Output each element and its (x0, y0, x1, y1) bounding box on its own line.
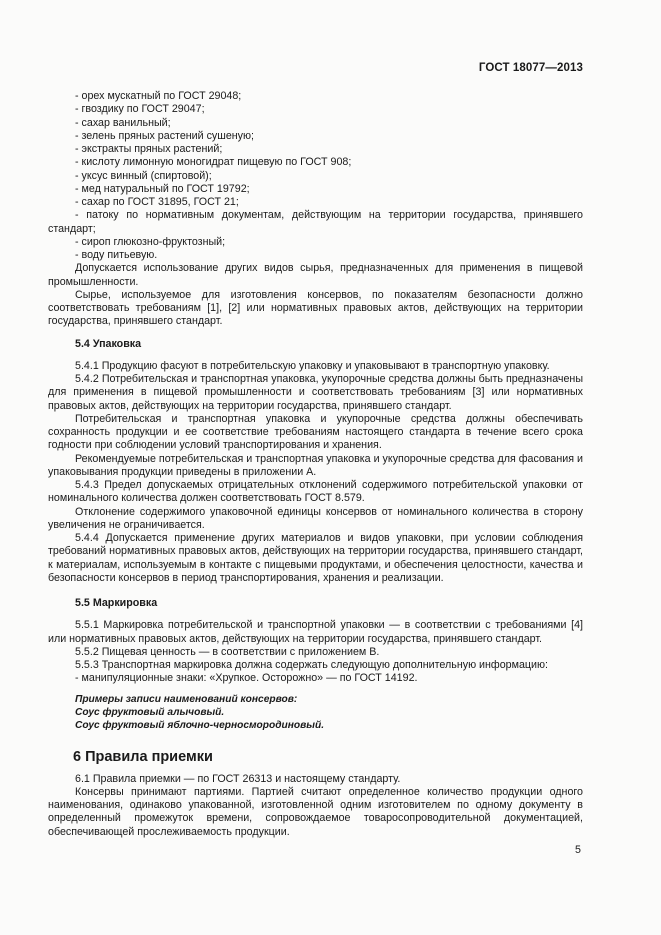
section-5-5 (48, 597, 583, 732)
paragraph-5-5-2: 5.5.2 Пищевая ценность — в соответствии с приложением В. (75, 645, 380, 658)
section-6-title: 6 Правила приемки (73, 749, 213, 766)
page-content (48, 90, 583, 839)
paragraph-5-4-2: 5.4.2 Потребительская и транспортная упаковка, укупорочные средства должны быть предназначены для применения в пищевой промышленности и соответствовать требованиям [3] или нормативных правовых актов, действующих на территории государства, принявшего стандарт. (48, 373, 583, 412)
paragraph-handling-marks: - манипуляционные знаки: «Хрупкое. Осторожно» — по ГОСТ 14192. (75, 672, 418, 685)
paragraph-5-5-3: 5.5.3 Транспортная маркировка должна содержать следующую дополнительную информацию: (75, 659, 548, 671)
list-item: - сахар по ГОСТ 31895, ГОСТ 21; (75, 196, 239, 208)
paragraph-5-4-1: 5.4.1 Продукцию фасуют в потребительскую упаковку и упаковывают в транспортную упаковку. (75, 359, 550, 372)
paragraph-5-5-1: 5.5.1 Маркировка потребительской и транспортной упаковки — в соответствии с требованиями [4] или нормативных правовых актов, действующих на территории государства, принявшего стандарт. (48, 619, 583, 645)
list-item: - уксус винный (спиртовой); (75, 169, 212, 182)
section-5-5-title: 5.5 Маркировка (75, 597, 158, 609)
example-item: Соус фруктовый алычовый. (75, 706, 225, 718)
paragraph-other-materials: Допускается использование других видов сырья, предназначенных для применения в пищевой промышленности. (48, 262, 583, 288)
list-item: - кислоту лимонную моногидрат пищевую по ГОСТ 908; (75, 156, 352, 169)
examples-heading: Примеры записи наименований консервов: (75, 693, 298, 705)
paragraph-5-4-4: 5.4.4 Допускается применение других материалов и видов упаковки, при условии соблюдения требований нормативных правовых актов, действующих на территории государства, принявшего стандарт, к материалам, используемым в контакте с пищевыми продуктами, и обеспечения целостности, качества и безопасности консервов в период транспортирования, хранения и реализации. (48, 532, 583, 584)
paragraph-deviation: Отклонение содержимого упаковочной единицы консервов от номинального количества в сторону увеличения не ограничивается. (48, 505, 583, 531)
paragraph-safety: Сырье, используемое для изготовления консервов, по показателям безопасности должно соответствовать требованиям [1], [2] или нормативных правовых актов, действующих на территории государства, принявшего стандарт. (48, 288, 583, 328)
paragraph-lots: Консервы принимают партиями. Партией считают определенное количество продукции одного наименования, одинаково упакованной, изготовленной одним изготовителем по одному документу в определенный промежуток времени, сопровождаемое товаросопроводительной документацией, обеспечивающей прослеживаемость продукции. (48, 785, 583, 838)
page-number: 5 (575, 844, 581, 856)
list-item: - орех мускатный по ГОСТ 29048; (75, 90, 242, 102)
paragraph-5-4-3: 5.4.3 Предел допускаемых отрицательных отклонений содержимого потребительской упаковки от номинального количества должен соответствовать ГОСТ 8.579. (48, 479, 583, 505)
list-item: - мед натуральный по ГОСТ 19792; (75, 182, 250, 195)
naming-examples (75, 693, 583, 733)
list-item: - воду питьевую. (75, 249, 158, 261)
list-item: - зелень пряных растений сушеную; (75, 129, 255, 142)
example-item: Соус фруктовый яблочно-черносмородиновый. (75, 720, 325, 732)
paragraph-packaging-preservation: Потребительская и транспортная упаковка и укупорочные средства должны обеспечивать сохранность продукции и ее соответствие требованиям настоящего стандарта в течение всего срока годности при соблюдении условий транспортирования и хранения. (48, 412, 583, 452)
paragraph-recommended-packaging: Рекомендуемые потребительская и транспортная упаковка и укупорочные средства для фасования и упаковывания продукции приведены в приложении А. (48, 452, 583, 478)
list-item: - сироп глюкозно-фруктозный; (75, 235, 226, 248)
list-item: - сахар ванильный; (75, 116, 171, 129)
list-item-patoka: - патоку по нормативным документам, действующим на территории государства, принявшего стандарт; (48, 209, 583, 235)
ingredients-list (48, 90, 583, 329)
list-item: - экстракты пряных растений; (75, 143, 223, 155)
paragraph-6-1: 6.1 Правила приемки — по ГОСТ 26313 и настоящему стандарту. (75, 772, 401, 785)
section-6 (48, 749, 583, 839)
standard-header: ГОСТ 18077—2013 (478, 62, 583, 74)
list-item: - гвоздику по ГОСТ 29047; (75, 103, 205, 116)
section-5-4 (48, 337, 583, 586)
section-5-4-title: 5.4 Упаковка (75, 337, 142, 350)
